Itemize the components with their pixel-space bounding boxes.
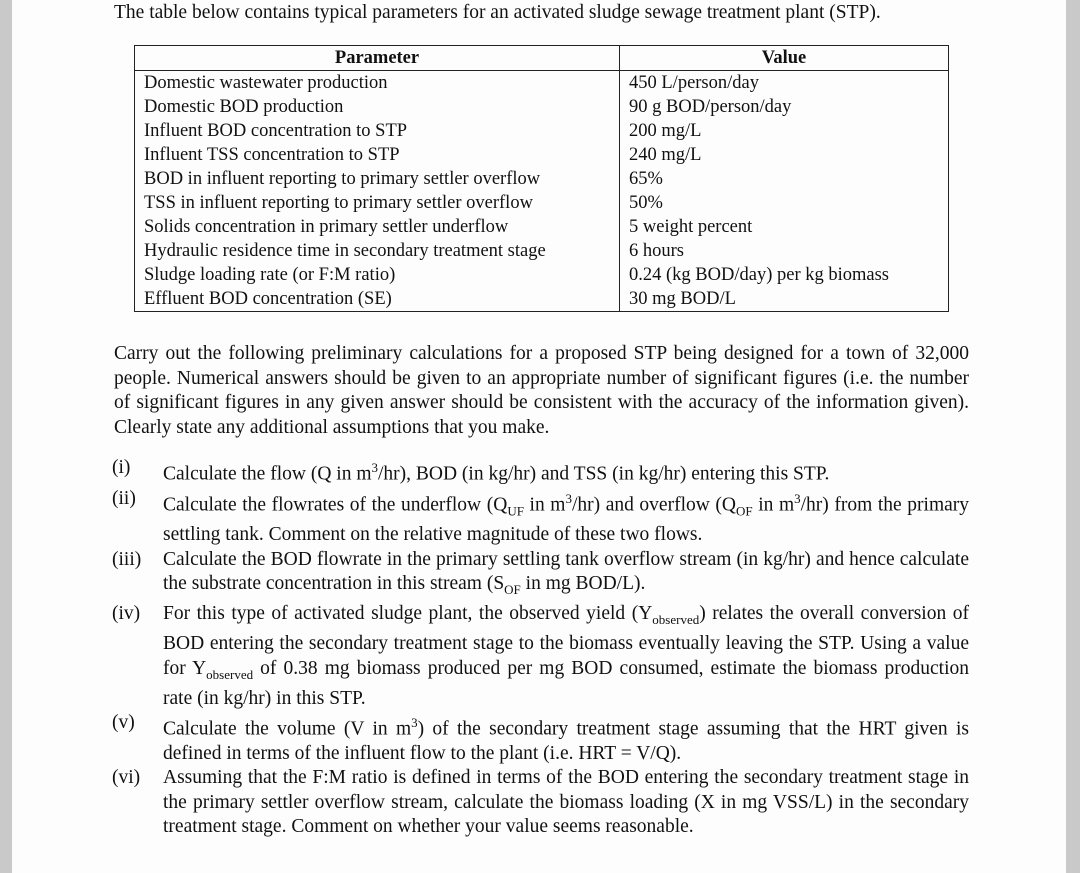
document-page [12,0,1066,873]
table-row [135,263,949,287]
header-parameter: Parameter [135,46,620,71]
cell-parameter: Solids concentration in primary settler underflow [135,215,620,239]
cell-value: 50% [620,191,949,215]
cell-value: 90 g BOD/person/day [620,95,949,119]
header-value: Value [620,46,949,71]
question-text: Calculate the flowrates of the underflow ($Q_{UF}$ in $m^3/hr$) and overflow ($Q_{OF}$ in $m^3/hr$) from the primary settling tank. Comment on the relative magnitude of these two flows. [163,490,970,546]
question-item [112,766,969,839]
question-number: (ii) [112,487,136,509]
question-number: (vi) [112,767,141,789]
table-row [135,143,949,167]
table-row [135,95,949,119]
parameters-table [134,45,949,312]
question-text: Assuming that the F:M ratio is defined in terms of the BOD entering the secondary treatment stage in the primary settler overflow stream, calculate the biomass loading (X in mg VSS/L) in the secondary treatment stage. Comment on whether your value seems reasonable. [163,767,969,837]
cell-parameter: Hydraulic residence time in secondary treatment stage [135,239,620,263]
cell-parameter: Effluent BOD concentration (SE) [135,287,620,312]
cell-parameter: BOD in influent reporting to primary settler overflow [135,167,620,191]
left-margin-shadow [0,0,12,873]
table-row [135,239,949,263]
cell-value: 240 mg/L [620,143,949,167]
cell-value: 30 mg BOD/L [620,287,949,312]
table-header-row [135,46,949,71]
right-margin-shadow [1066,0,1080,873]
cell-parameter: Domestic wastewater production [135,71,620,96]
cell-value: 0.24 (kg BOD/day) per kg biomass [620,263,949,287]
cell-value: 5 weight percent [620,215,949,239]
table-row [135,71,949,96]
table-row [135,119,949,143]
question-number: (iii) [112,548,142,570]
cell-parameter: TSS in influent reporting to primary settler overflow [135,191,620,215]
table-row [135,215,949,239]
instructions-paragraph: Carry out the following preliminary calculations for a proposed STP being designed for a town of 32,000 people. Numerical answers should be given to an appropriate number of significant figures (i.e. the number of significant figures in any given answer should be consistent with the accuracy of the information given). Clearly state any additional assumptions that you make. [114,343,969,438]
table-row [135,191,949,215]
question-item [112,487,969,548]
cell-value: 450 L/person/day [620,71,949,96]
cell-parameter: Domestic BOD production [135,95,620,119]
cell-parameter: Influent BOD concentration to STP [135,119,620,143]
cell-value: 200 mg/L [620,119,949,143]
cell-parameter: Sludge loading rate (or F:M ratio) [135,263,620,287]
cell-value: 6 hours [620,239,949,263]
question-number: (iv) [112,603,141,625]
table-row [135,167,949,191]
question-item [112,711,969,766]
question-number: (i) [112,457,131,478]
question-text: For this type of activated sludge plant, the observed yield $(Y_{observed})$ relates the overall conversion of BOD entering the secondary treatment stage to the biomass eventually leaving the STP. Using a value for $Y_{observed}$ of 0.38 mg biomass produced per mg BOD consumed, estimate the biomass production rate (in kg/hr) in this STP. [163,603,969,709]
question-text: Calculate the BOD flowrate in the primary settling tank overflow stream (in kg/hr) and hence calculate the substrate concentration in this stream ($S_{OF}$ in mg BOD/L). [163,548,969,597]
question-number: (v) [112,712,135,734]
question-item [112,456,969,487]
question-text: Calculate the volume (V in $m^3$) of the secondary treatment stage assuming that the HRT given is defined in terms of the influent flow to the plant (i.e. HRT = V/Q). [163,715,969,765]
cell-value: 65% [620,167,949,191]
question-item [112,548,969,602]
question-text: Calculate the flow (Q in $m^3/hr$), BOD (in kg/hr) and TSS (in kg/hr) entering this STP. [163,460,830,485]
question-list [112,456,969,839]
intro-text: The table below contains typical parameters for an activated sludge sewage treatment plant (STP). [114,2,881,23]
cell-parameter: Influent TSS concentration to STP [135,143,620,167]
question-item [112,602,969,711]
table-row [135,287,949,312]
